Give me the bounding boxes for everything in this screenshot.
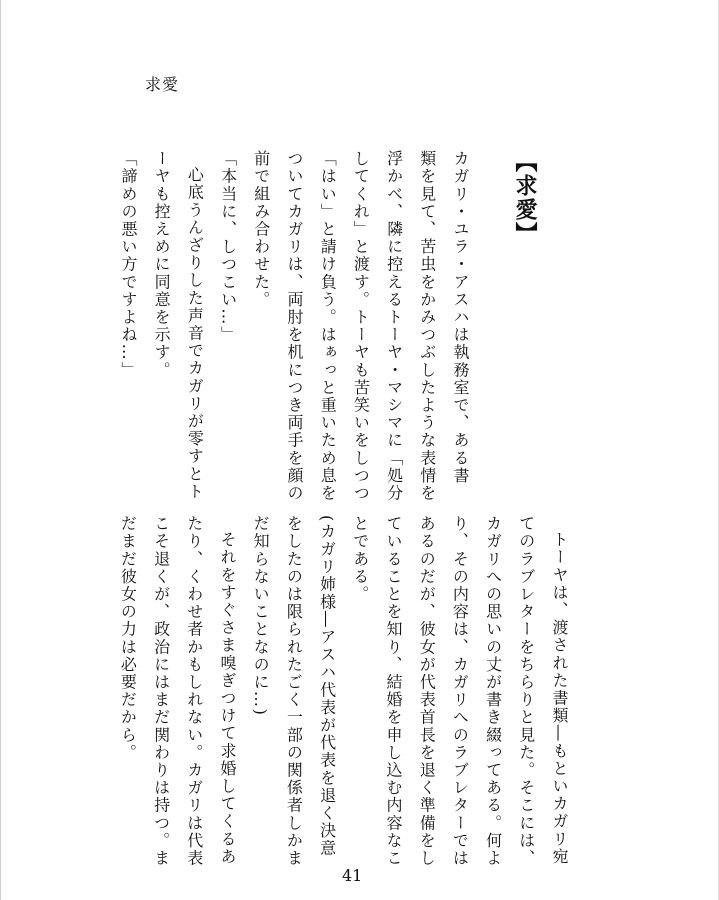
chapter-title: 【求愛】 (512, 150, 538, 246)
text-line: 浮かべ、隣に控えるトーヤ・マシマに「処分 (384, 150, 404, 502)
text-line: カガリへの思いの丈が書き綴ってある。何よ (483, 515, 503, 867)
text-line: 「諦めの悪い方ですよね…」 (118, 150, 138, 379)
lower-text-block (111, 515, 576, 867)
page-left-edge (0, 0, 1, 900)
text-line: をしたのは限られたごく一部の関係者しかま (284, 515, 304, 867)
text-line: (カガリ姉様―アスハ代表が代表を退く決意 (317, 515, 337, 858)
text-line: り、その内容は、カガリへのラブレターでは (450, 515, 470, 867)
text-line: 心底うんざりした声音でカガリが零すとト (185, 166, 205, 501)
text-line: たり、くわせ者かもしれない。カガリは代表 (184, 515, 204, 867)
text-line: こそ退くが、政治にはまだ関わりは持つ。ま (151, 515, 171, 867)
text-line: 類を見て、苦虫をかみつぶしたような表情を (417, 150, 437, 502)
text-line: 「はい」と請け負う。はぁっと重いため息を (318, 150, 338, 502)
text-line: 「本当に、しつこい…」 (218, 150, 238, 344)
running-head: 求愛 (145, 75, 180, 94)
text-line: ついてカガリは、両肘を机につき両手を顔の (284, 150, 304, 502)
text-line: カガリ・ユラ・アスハは執務室で、ある書 (451, 150, 470, 485)
text-line: ていることを知り、結婚を申し込む内容なこ (383, 515, 403, 867)
text-line: てのラブレターをちらりと見た。そこには、 (516, 515, 536, 867)
text-line: ーヤも控えめに同意を示す。 (152, 150, 172, 379)
text-line: それをすぐさま嗅ぎつけて求婚してくるあ (217, 531, 237, 866)
text-line: してくれ」と渡す。トーヤも苦笑いをしつつ (351, 150, 371, 502)
text-line: あるのだが、彼女が代表首長を退く準備をし (417, 515, 437, 867)
page-number: 41 (342, 866, 363, 885)
text-line: だまだ彼女の力は必要だから。 (118, 515, 138, 762)
text-line: だ知らないことなのに…) (251, 515, 271, 717)
text-line: とである。 (350, 515, 370, 603)
upper-text-block (118, 150, 477, 502)
text-line: 前で組み合わせた。 (251, 150, 271, 309)
text-line: トーヤは、渡された書類―もといカガリ宛 (550, 531, 569, 866)
